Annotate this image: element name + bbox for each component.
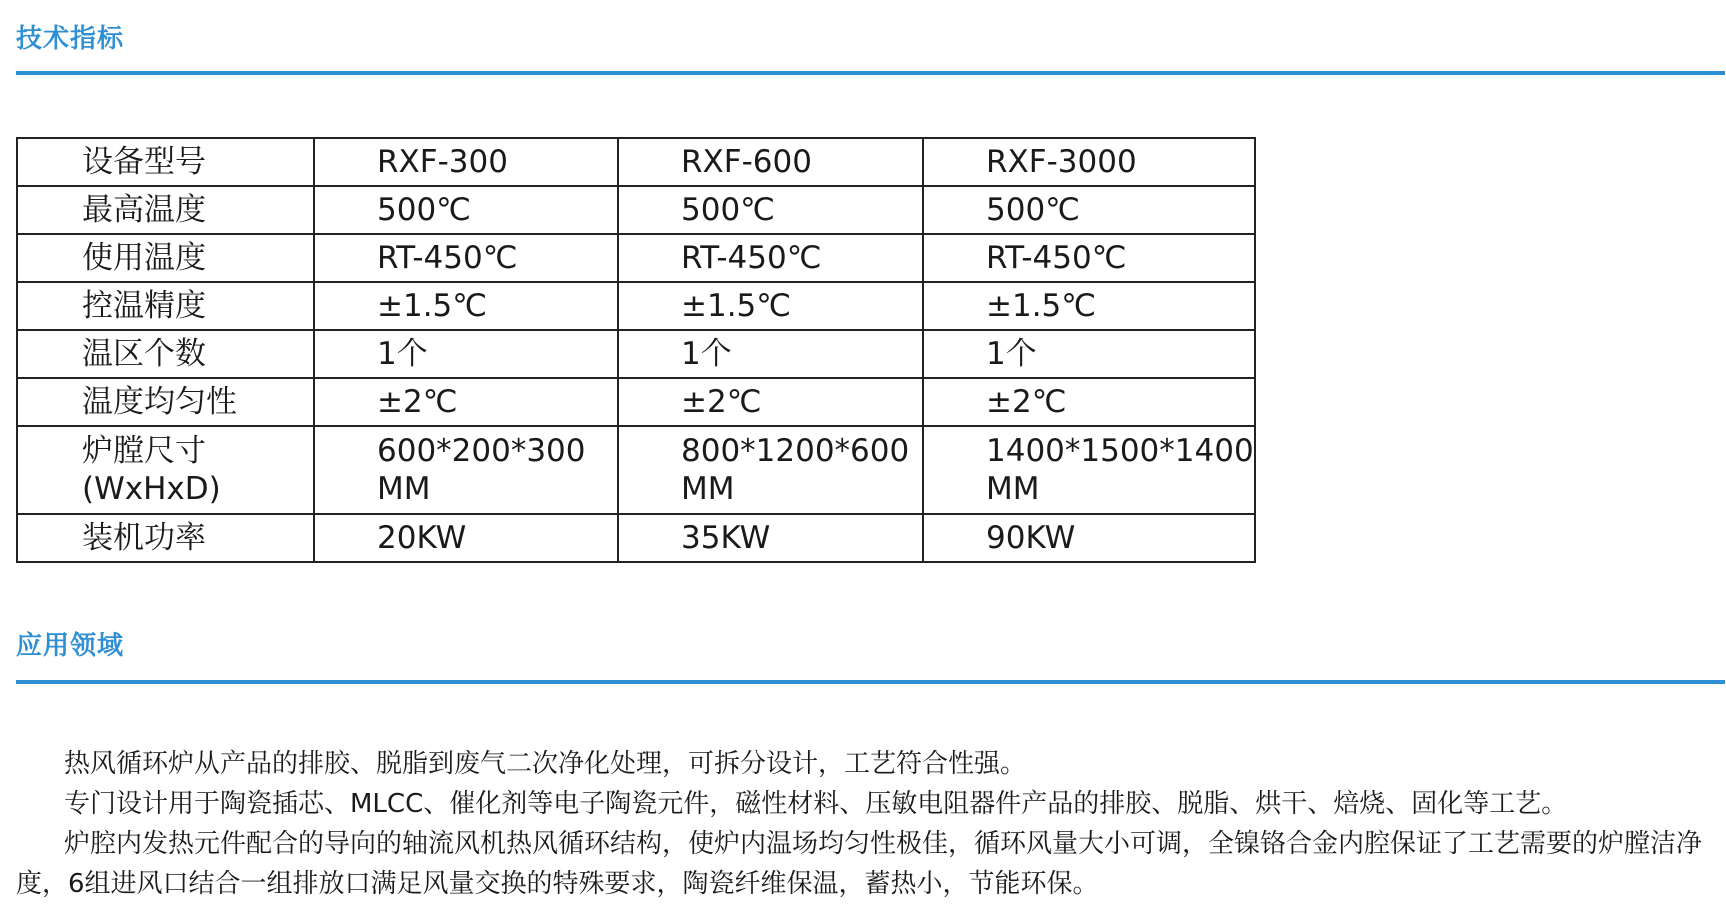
table-cell: 600*200*300 MM xyxy=(314,426,618,514)
paragraph: 专门设计用于陶瓷插芯、MLCC、催化剂等电子陶瓷元件，磁性材料、压敏电阻器件产品的排胶、脱脂、烘干、焙烧、固化等工艺。 xyxy=(64,789,1568,819)
specs-divider xyxy=(16,71,1725,75)
table-cell: 500℃ xyxy=(923,186,1255,234)
table-cell: RT-450℃ xyxy=(618,234,923,282)
table-cell: 500℃ xyxy=(314,186,618,234)
table-row xyxy=(17,426,1255,514)
table-row xyxy=(17,282,1255,330)
specs-section-title: 技术指标 xyxy=(16,24,125,54)
table-cell: RXF-600 xyxy=(618,138,923,186)
row-label: 炉膛尺寸 (WxHxD) xyxy=(17,426,314,514)
paragraph: 热风循环炉从产品的排胶、脱脂到废气二次净化处理，可拆分设计，工艺符合性强。 xyxy=(64,749,1027,779)
table-row xyxy=(17,330,1255,378)
row-label: 设备型号 xyxy=(17,138,314,186)
table-cell: RXF-3000 xyxy=(923,138,1255,186)
table-row xyxy=(17,378,1255,426)
table-cell: ±2℃ xyxy=(923,378,1255,426)
row-label: 控温精度 xyxy=(17,282,314,330)
table-cell: 800*1200*600 MM xyxy=(618,426,923,514)
applications-divider xyxy=(16,680,1725,684)
table-cell: ±1.5℃ xyxy=(618,282,923,330)
table-cell: 1个 xyxy=(618,330,923,378)
spec-table xyxy=(16,137,1256,563)
table-cell: RT-450℃ xyxy=(923,234,1255,282)
table-cell: 20KW xyxy=(314,514,618,562)
table-row xyxy=(17,514,1255,562)
table-cell: ±2℃ xyxy=(314,378,618,426)
row-label: 温度均匀性 xyxy=(17,378,314,426)
row-label: 使用温度 xyxy=(17,234,314,282)
table-cell: ±1.5℃ xyxy=(923,282,1255,330)
row-label: 温区个数 xyxy=(17,330,314,378)
table-cell: RT-450℃ xyxy=(314,234,618,282)
table-row xyxy=(17,234,1255,282)
table-row xyxy=(17,186,1255,234)
row-label: 装机功率 xyxy=(17,514,314,562)
table-cell: 1400*1500*1400 MM xyxy=(923,426,1255,514)
table-cell: 35KW xyxy=(618,514,923,562)
table-cell: 90KW xyxy=(923,514,1255,562)
table-cell: ±2℃ xyxy=(618,378,923,426)
applications-text xyxy=(16,744,1726,904)
table-cell: 500℃ xyxy=(618,186,923,234)
table-cell: RXF-300 xyxy=(314,138,618,186)
applications-section-title: 应用领域 xyxy=(16,631,125,661)
table-cell: 1个 xyxy=(923,330,1255,378)
table-cell: ±1.5℃ xyxy=(314,282,618,330)
table-cell: 1个 xyxy=(314,330,618,378)
paragraph: 炉腔内发热元件配合的导向的轴流风机热风循环结构，使炉内温场均匀性极佳，循环风量大小可调，全镍铬合金内腔保证了工艺需要的炉膛洁净度，6组进风口结合一组排放口满足风量交换的特殊要求，陶瓷纤维保温，蓄热小，节能环保。 xyxy=(16,829,1703,899)
row-label: 最高温度 xyxy=(17,186,314,234)
table-row xyxy=(17,138,1255,186)
